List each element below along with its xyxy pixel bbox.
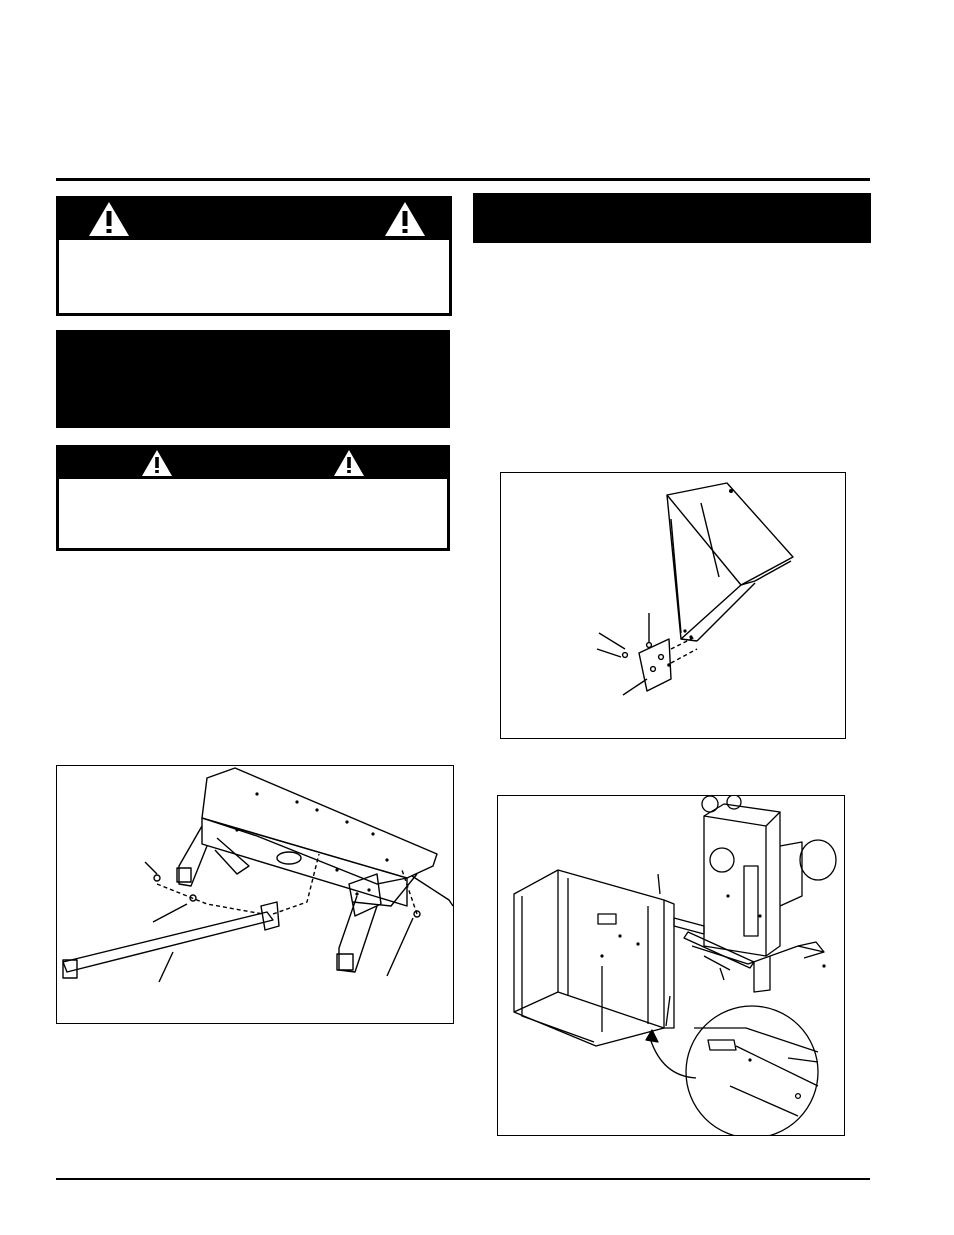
warning-box — [56, 196, 452, 316]
chipper-assembly-figure — [497, 795, 845, 1136]
warning-triangle-icon — [383, 200, 427, 238]
frame-axle-drawing — [57, 766, 453, 1023]
warning-triangle-icon — [141, 449, 173, 477]
hopper-mounting-figure — [500, 472, 846, 739]
frame-and-axle-figure — [56, 765, 454, 1024]
section-header-bar — [473, 193, 871, 243]
bottom-rule — [56, 1178, 870, 1180]
top-rule — [56, 178, 870, 181]
warning-triangle-icon — [87, 200, 131, 238]
hopper-drawing — [501, 473, 845, 738]
chipper-drawing — [498, 796, 844, 1135]
warning-triangle-icon — [333, 449, 365, 477]
caution-box — [56, 445, 450, 551]
notice-box — [56, 330, 450, 428]
caution-header-bar — [59, 448, 447, 479]
